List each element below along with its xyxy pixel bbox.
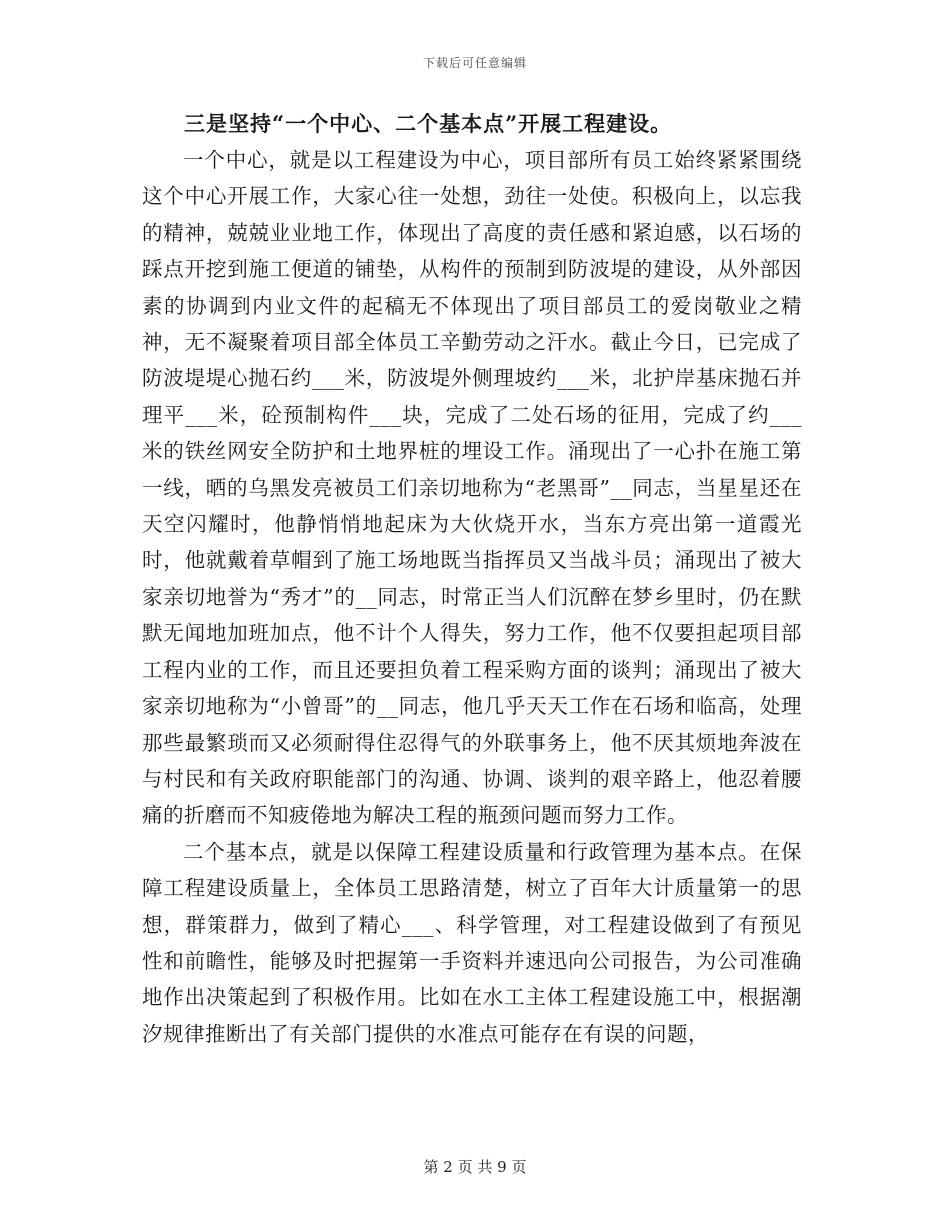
paragraph-two-basic-points: 二个基本点，就是以保障工程建设质量和行政管理为基本点。在保障工程建设质量上，全体员工思路清楚，树立了百年大计质量第一的思想，群策群力，做到了精心___、科学管理，对工程建设做到了有预见性和前瞻性，能够及时把握第一手资料并速迅向公司报告，为公司准确地作出决策起到了积极作用。比如在水工主体工程建设施工中，根据潮汐规律推断出了有关部门提供的水准点可能存在有误的问题， bbox=[142, 839, 802, 1046]
page-number: 第 2 页 共 9 页 bbox=[423, 1158, 527, 1176]
section-heading: 三是坚持“一个中心、二个基本点”开展工程建设。 bbox=[184, 111, 673, 136]
document-body bbox=[142, 106, 802, 1052]
page-header: 下载后可任意编辑 bbox=[422, 56, 527, 70]
paragraph-one-center: 一个中心，就是以工程建设为中心，项目部所有员工始终紧紧围绕这个中心开展工作，大家心往一处想，劲往一处使。积极向上，以忘我的精神，兢兢业业地工作，体现出了高度的责任感和紧迫感，以石场的踩点开挖到施工便道的铺垫，从构件的预制到防波堤的建设，从外部因素的协调到内业文件的起稿无不体现出了项目部员工的爱岗敬业之精神，无不凝聚着项目部全体员工辛勤劳动之汗水。截止今日，已完成了防波堤堤心抛石约___米，防波堤外侧理坡约___米，北护岸基床抛石并理平___米，砼预制构件___块，完成了二处石场的征用，完成了约___米的铁丝网安全防护和土地界桩的埋设工作。涌现出了一心扑在施工第一线，晒的乌黑发亮被员工们亲切地称为“老黑哥”__同志，当星星还在天空闪耀时，他静悄悄地起床为大伙烧开水，当东方亮出第一道霞光时，他就戴着草帽到了施工场地既当指挥员又当战斗员；涌现出了被大家亲切地誉为“秀才”的__同志，时常正当人们沉醉在梦乡里时，仍在默默无闻地加班加点，他不计个人得失，努力工作，他不仅要担起项目部工程内业的工作，而且还要担负着工程采购方面的谈判；涌现出了被大家亲切地称为“小曾哥”的__同志，他几乎天天工作在石场和临高，处理那些最繁琐而又必须耐得住忍得气的外联事务上，他不厌其烦地奔波在与村民和有关政府职能部门的沟通、协调、谈判的艰辛路上，他忍着腰痛的折磨而不知疲倦地为解决工程的瓶颈问题而努力工作。 bbox=[142, 148, 802, 828]
